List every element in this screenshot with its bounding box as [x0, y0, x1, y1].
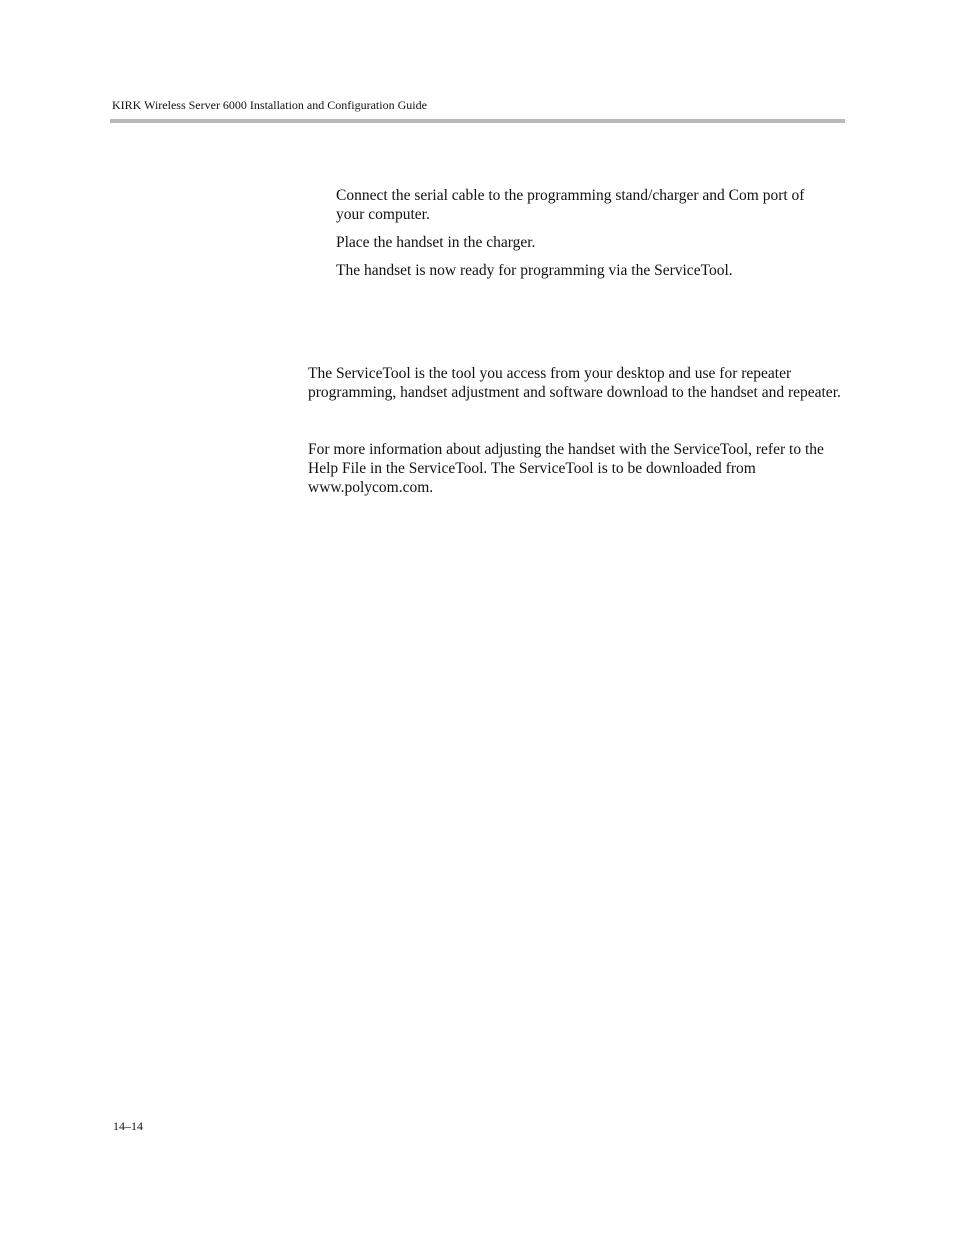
page-number: 14–14: [113, 1119, 143, 1133]
step-item: The handset is now ready for programming via the ServiceTool.: [336, 262, 733, 279]
body-paragraph: The ServiceTool is the tool you access from your desktop and use for repeater programming, handset adjustment and software download to the handset and repeater.: [308, 365, 841, 401]
running-header: KIRK Wireless Server 6000 Installation and Configuration Guide: [112, 98, 427, 112]
step-item: Place the handset in the charger.: [336, 234, 536, 251]
body-paragraph: For more information about adjusting the handset with the ServiceTool, refer to the Help File in the ServiceTool. The ServiceTool is to be downloaded from www.polycom.com.: [308, 441, 824, 496]
header-rule: [110, 119, 845, 123]
step-item: Connect the serial cable to the programming stand/charger and Com port of your computer.: [336, 187, 805, 223]
